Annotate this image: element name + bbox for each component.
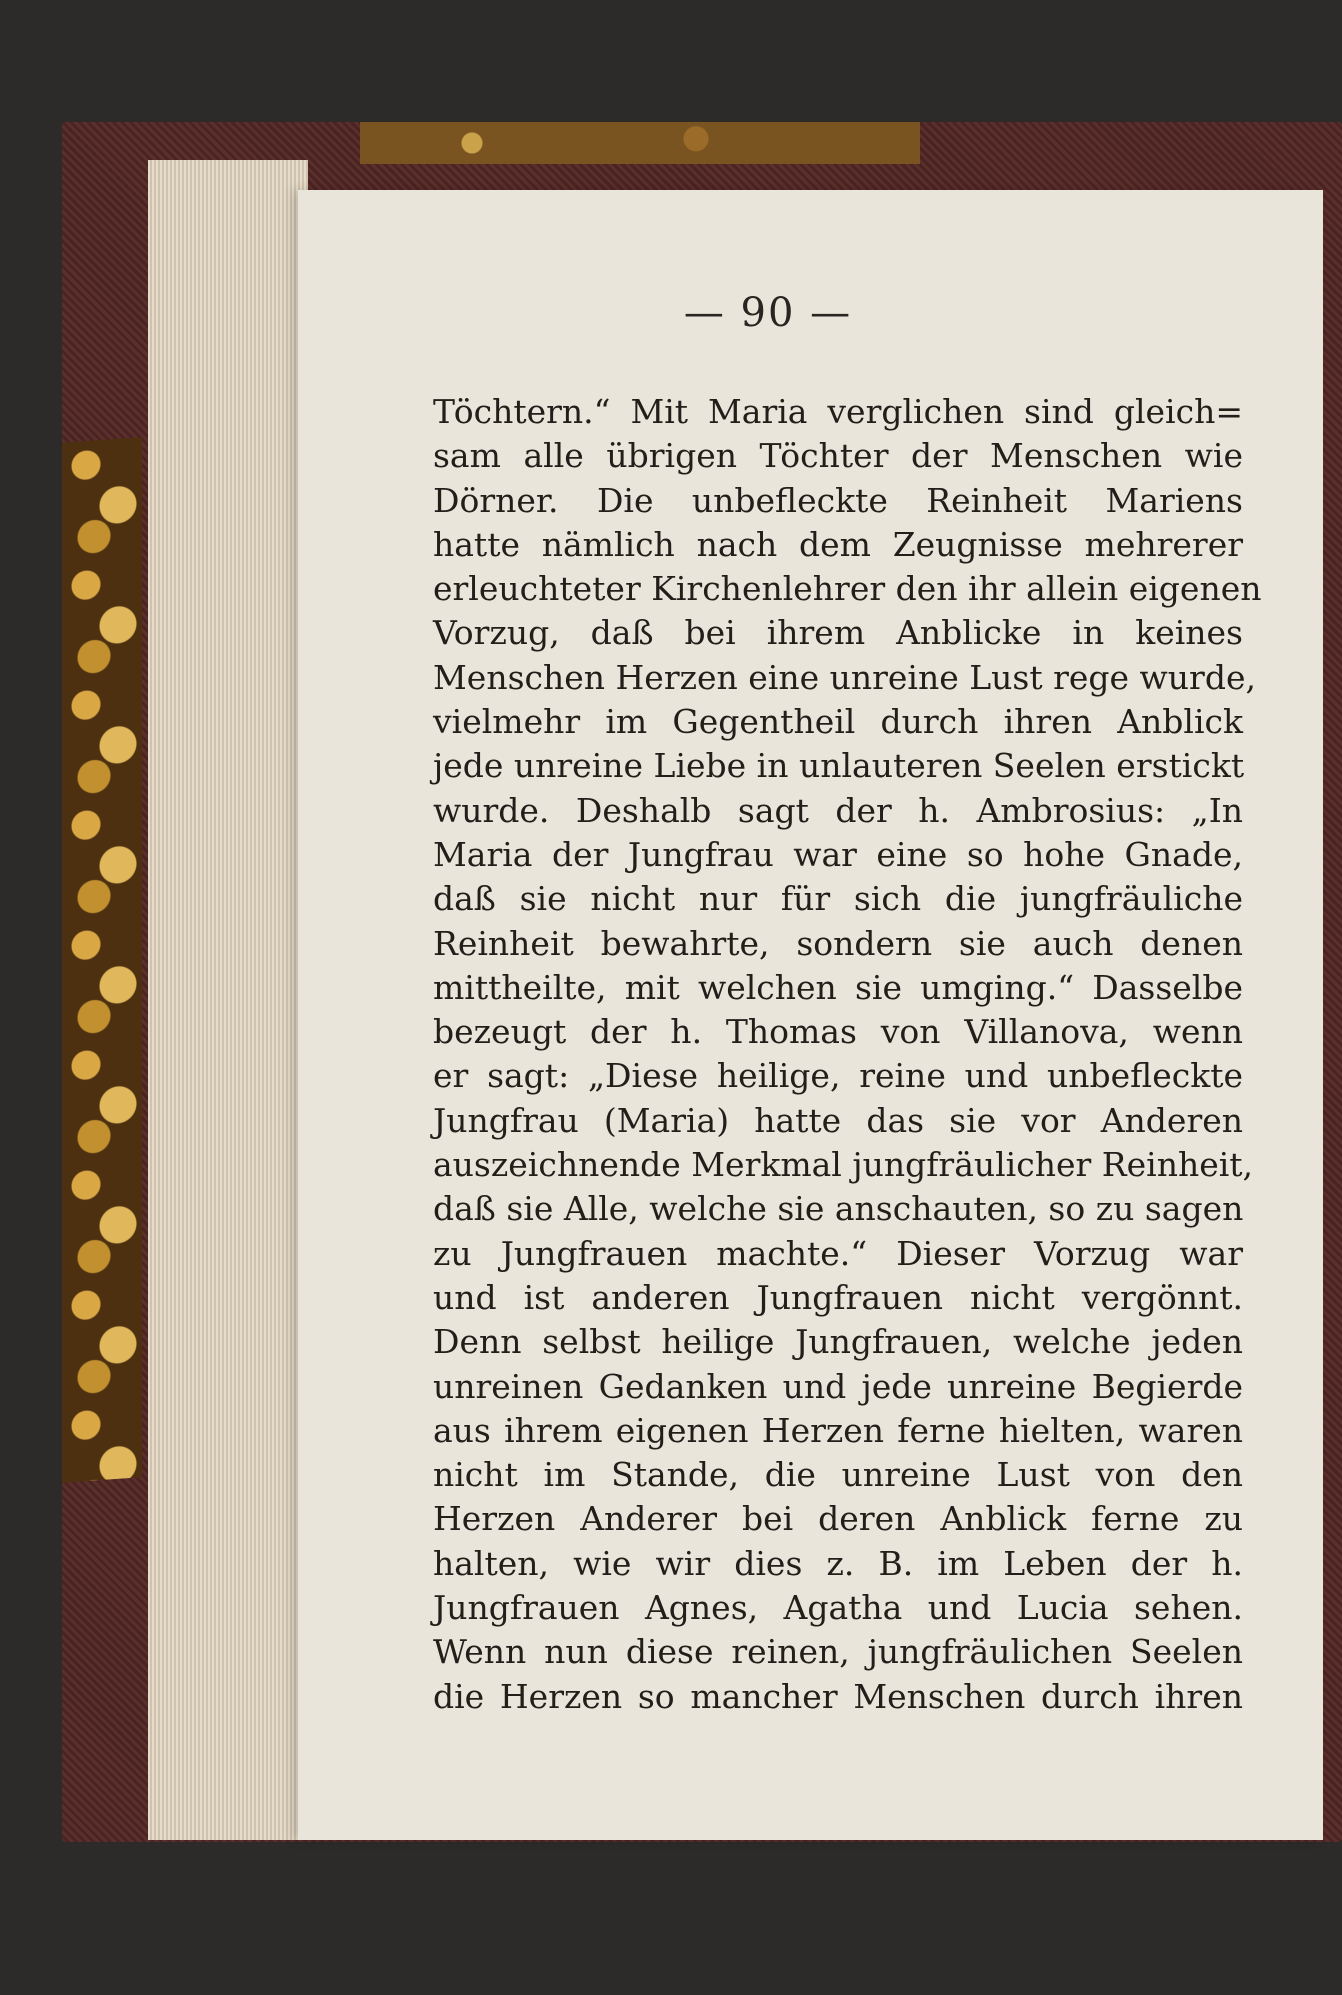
text-line: unreinen Gedanken und jede unreine Begierde [433, 1366, 1243, 1406]
text-line: Dörner. Die unbefleckte Reinheit Mariens [433, 480, 1243, 520]
marbled-endpaper-side [62, 437, 142, 1483]
text-line: bezeugt der h. Thomas von Villanova, wenn [433, 1012, 1243, 1052]
text-line: auszeichnende Merkmal jungfräulicher Reinheit, [433, 1145, 1254, 1185]
text-line: Jungfrau (Maria) hatte das sie vor Anderen [433, 1100, 1243, 1140]
text-line: nicht im Stande, die unreine Lust von den [433, 1455, 1243, 1495]
text-line: Vorzug, daß bei ihrem Anblicke in keines [433, 613, 1243, 653]
text-line: vielmehr im Gegentheil durch ihren Anblick [433, 702, 1243, 742]
text-line: und ist anderen Jungfrauen nicht vergönnt. [433, 1277, 1243, 1317]
text-line: Töchtern.“ Mit Maria verglichen sind gleich= [433, 392, 1243, 431]
text-line: halten, wie wir dies z. B. im Leben der h. [433, 1543, 1243, 1583]
text-line: hatte nämlich nach dem Zeugnisse mehrerer [433, 524, 1243, 564]
text-line: sam alle übrigen Töchter der Menschen wie [433, 436, 1243, 476]
text-line: Wenn nun diese reinen, jungfräulichen Seelen [433, 1632, 1243, 1672]
text-line: wurde. Deshalb sagt der h. Ambrosius: „In [433, 790, 1243, 830]
text-line: Herzen Anderer bei deren Anblick ferne zu [433, 1499, 1243, 1539]
text-line: jede unreine Liebe in unlauteren Seelen erstickt [433, 746, 1245, 786]
page-edges [148, 160, 308, 1840]
text-line: er sagt: „Diese heilige, reine und unbefleckte [433, 1056, 1243, 1096]
text-line: erleuchteter Kirchenlehrer den ihr allein eigenen [433, 569, 1262, 609]
text-line: mittheilte, mit welchen sie umging.“ Dasselbe [433, 967, 1243, 1007]
text-line: zu Jungfrauen machte.“ Dieser Vorzug war [433, 1233, 1243, 1273]
text-line: aus ihrem eigenen Herzen ferne hielten, waren [433, 1410, 1243, 1450]
text-line: Jungfrauen Agnes, Agatha und Lucia sehen. [433, 1588, 1243, 1628]
text-line: Menschen Herzen eine unreine Lust rege wurde, [433, 657, 1256, 697]
text-line: Maria der Jungfrau war eine so hohe Gnade, [433, 834, 1243, 874]
text-line: daß sie Alle, welche sie anschauten, so zu sagen [433, 1189, 1244, 1229]
text-line: die Herzen so mancher Menschen durch ihren [433, 1676, 1243, 1716]
body-text [433, 390, 1262, 1719]
page-number: — 90 — [683, 290, 853, 336]
marbled-endpaper-top [360, 122, 920, 164]
text-line: daß sie nicht nur für sich die jungfräuliche [433, 879, 1243, 919]
text-line: Denn selbst heilige Jungfrauen, welche jeden [433, 1322, 1243, 1362]
text-line: Reinheit bewahrte, sondern sie auch denen [433, 923, 1243, 963]
book-page [298, 190, 1323, 1840]
